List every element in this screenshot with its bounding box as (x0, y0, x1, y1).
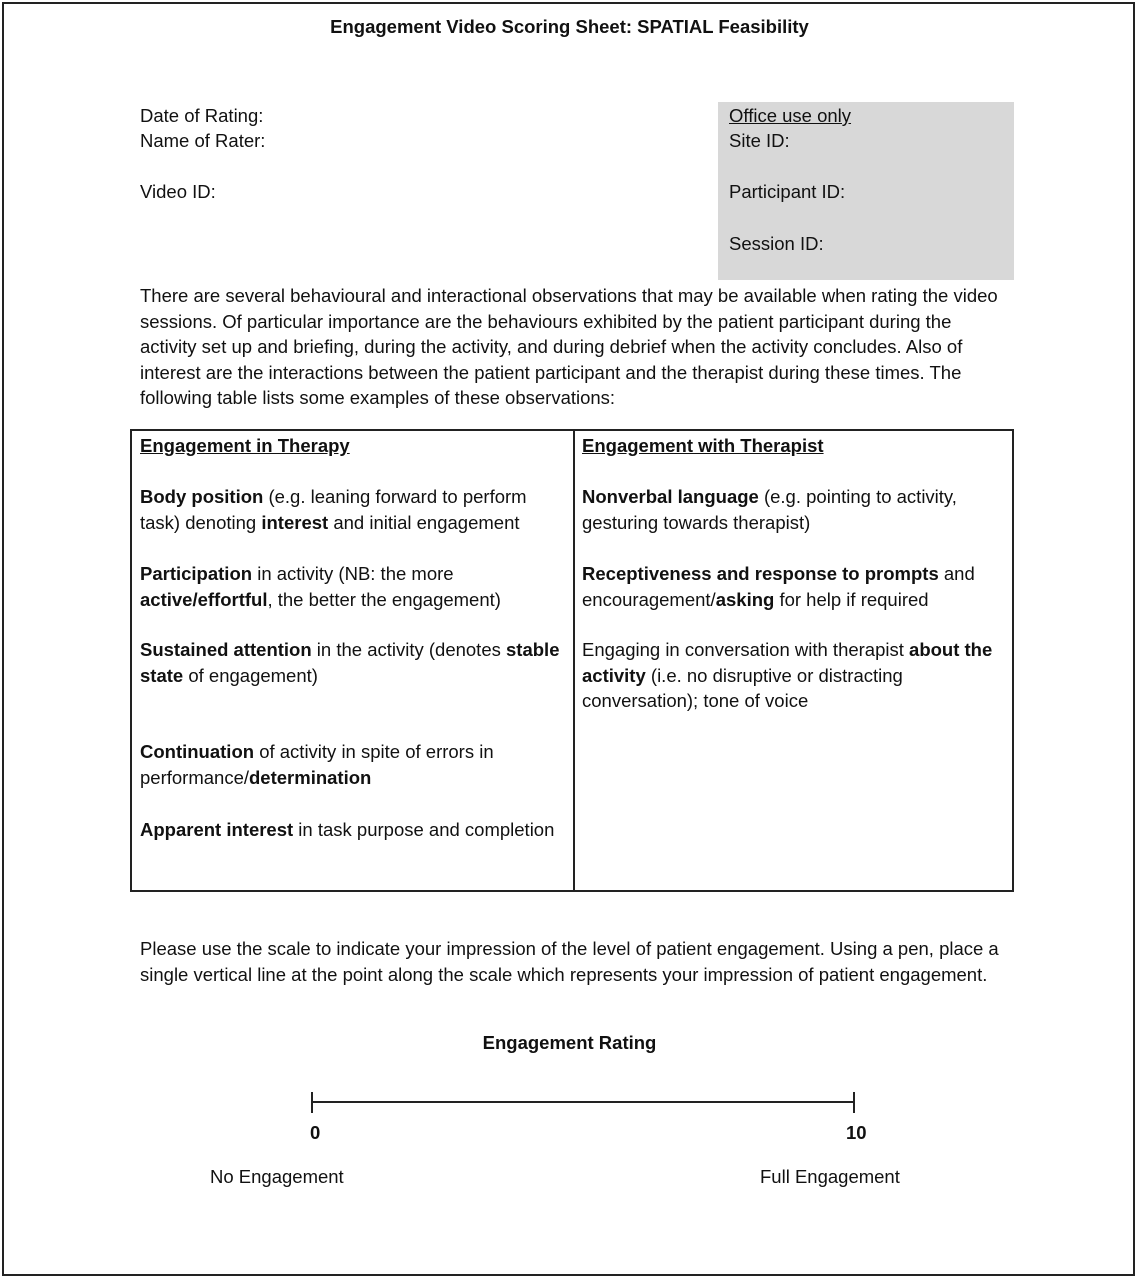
session-id-field[interactable]: Session ID: (729, 233, 824, 254)
participant-id-field[interactable]: Participant ID: (729, 181, 846, 202)
engagement-rating-scale[interactable] (300, 1085, 870, 1119)
text-run: and initial engagement (328, 511, 520, 533)
therapy-column-heading: Engagement in Therapy (140, 435, 350, 456)
therapy-item (140, 484, 565, 535)
therapist-item (582, 561, 1002, 612)
therapist-item (582, 484, 1002, 535)
engagement-rating-title: Engagement Rating (482, 1032, 657, 1053)
office-use-heading: Office use only (729, 105, 852, 126)
therapy-item (140, 739, 565, 790)
bold-text-run: stable state (140, 639, 560, 686)
video-id-field[interactable]: Video ID: (140, 181, 216, 202)
date-of-rating-field[interactable]: Date of Rating: (140, 105, 264, 126)
bold-text-run: active/effortful (140, 588, 268, 610)
table-column-divider (573, 431, 575, 890)
text-run: of activity in spite of errors in performance/ (140, 741, 494, 788)
intro-paragraph: There are several behavioural and interactional observations that may be available when rating the video sessions. Of particular importance are the behaviours exhibited by the patient participant during the activity set up and briefing, during the activity, and during debrief when the activity concludes. Also of interest are the interactions between the patient participant and the therapist during these times. The following table lists some examples of these observations: (140, 285, 998, 409)
scale-min-value: 0 (310, 1122, 321, 1143)
text-run: for help if required (774, 588, 929, 610)
bold-text-run: Nonverbal language (582, 486, 759, 507)
text-run: (i.e. no disruptive or distracting conversation); tone of voice (582, 664, 903, 712)
therapy-item (140, 817, 565, 843)
bold-text-run: Body position (140, 486, 264, 507)
text-run: in activity (NB: the more (252, 563, 454, 584)
bold-text-run: Continuation (140, 741, 255, 762)
text-run: Engaging in conversation with therapist (582, 639, 910, 660)
bold-text-run: Apparent interest (140, 819, 294, 840)
bold-text-run: determination (249, 766, 372, 788)
scale-instructions: Please use the scale to indicate your impression of the level of patient engagement. Using a pen, place a single vertical line at the point along the scale which represents your impression of patient engagement. (140, 938, 999, 985)
text-run: and encouragement/ (582, 563, 975, 610)
therapist-column-heading: Engagement with Therapist (582, 435, 824, 456)
therapist-item (582, 637, 1002, 714)
therapy-item (140, 561, 565, 612)
text-run: (e.g. pointing to activity, gesturing towards therapist) (582, 486, 957, 533)
text-run: (e.g. leaning forward to perform task) denoting (140, 486, 527, 533)
text-run: , the better the engagement) (267, 588, 501, 610)
scale-max-value: 10 (846, 1122, 867, 1143)
site-id-field[interactable]: Site ID: (729, 130, 790, 151)
bold-text-run: about the activity (582, 639, 993, 686)
bold-text-run: Receptiveness and response to prompts (582, 563, 939, 584)
bold-text-run: Sustained attention (140, 639, 312, 660)
scale-min-label: No Engagement (210, 1166, 344, 1187)
bold-text-run: interest (261, 511, 329, 533)
text-run: of engagement) (183, 664, 318, 686)
name-of-rater-field[interactable]: Name of Rater: (140, 130, 266, 151)
bold-text-run: asking (715, 588, 775, 610)
text-run: in task purpose and completion (293, 819, 555, 840)
text-run: in the activity (denotes (311, 639, 507, 660)
therapy-item (140, 637, 565, 688)
bold-text-run: Participation (140, 563, 253, 584)
page-title: Engagement Video Scoring Sheet: SPATIAL Feasibility (330, 16, 809, 37)
observations-table (130, 429, 1014, 892)
scale-max-label: Full Engagement (760, 1166, 900, 1187)
